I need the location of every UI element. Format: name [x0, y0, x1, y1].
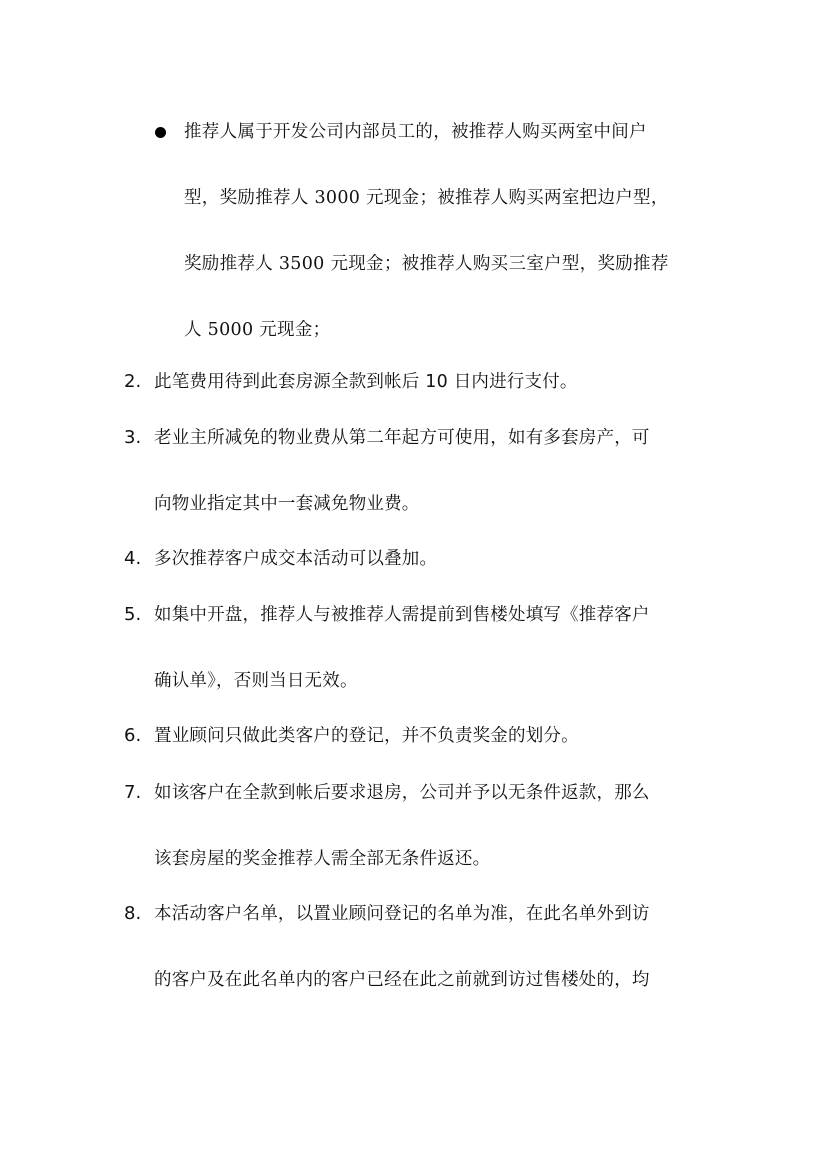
bullet-line: 奖励推荐人 3500 元现金；被推荐人购买三室户型，奖励推荐: [184, 254, 669, 274]
bullet-line: 人 5000 元现金；: [184, 320, 331, 340]
item-number: 8.: [124, 903, 142, 924]
item-line: 确认单》，否则当日无效。: [154, 671, 358, 691]
item-line: 置业顾问只做此类客户的登记，并不负责奖金的划分。: [154, 726, 579, 746]
item-number: 2.: [124, 371, 142, 392]
item-number: 4.: [124, 548, 142, 569]
bullet-dot-icon: [155, 127, 166, 138]
bullet-line: 型，奖励推荐人 3000 元现金；被推荐人购买两室把边户型，: [184, 188, 669, 208]
item-line: 此笔费用待到此套房源全款到帐后 10 日内进行支付。: [154, 372, 578, 392]
item-line: 该套房屋的奖金推荐人需全部无条件返还。: [154, 849, 491, 869]
item-line: 多次推荐客户成交本活动可以叠加。: [154, 549, 438, 569]
item-line: 如集中开盘，推荐人与被推荐人需提前到售楼处填写《推荐客户: [154, 605, 650, 625]
item-line: 如该客户在全款到帐后要求退房，公司并予以无条件返款，那么: [154, 783, 650, 803]
item-number: 5.: [124, 604, 142, 625]
item-line: 本活动客户名单，以置业顾问登记的名单为准，在此名单外到访: [154, 904, 650, 924]
item-number: 7.: [124, 782, 142, 803]
bullet-line: 推荐人属于开发公司内部员工的，被推荐人购买两室中间户: [184, 122, 647, 142]
item-line: 老业主所减免的物业费从第二年起方可使用，如有多套房产，可: [154, 428, 650, 448]
item-line: 的客户及在此名单内的客户已经在此之前就到访过售楼处的，均: [154, 970, 650, 990]
item-line: 向物业指定其中一套减免物业费。: [154, 494, 420, 514]
item-number: 6.: [124, 725, 142, 746]
item-number: 3.: [124, 427, 142, 448]
